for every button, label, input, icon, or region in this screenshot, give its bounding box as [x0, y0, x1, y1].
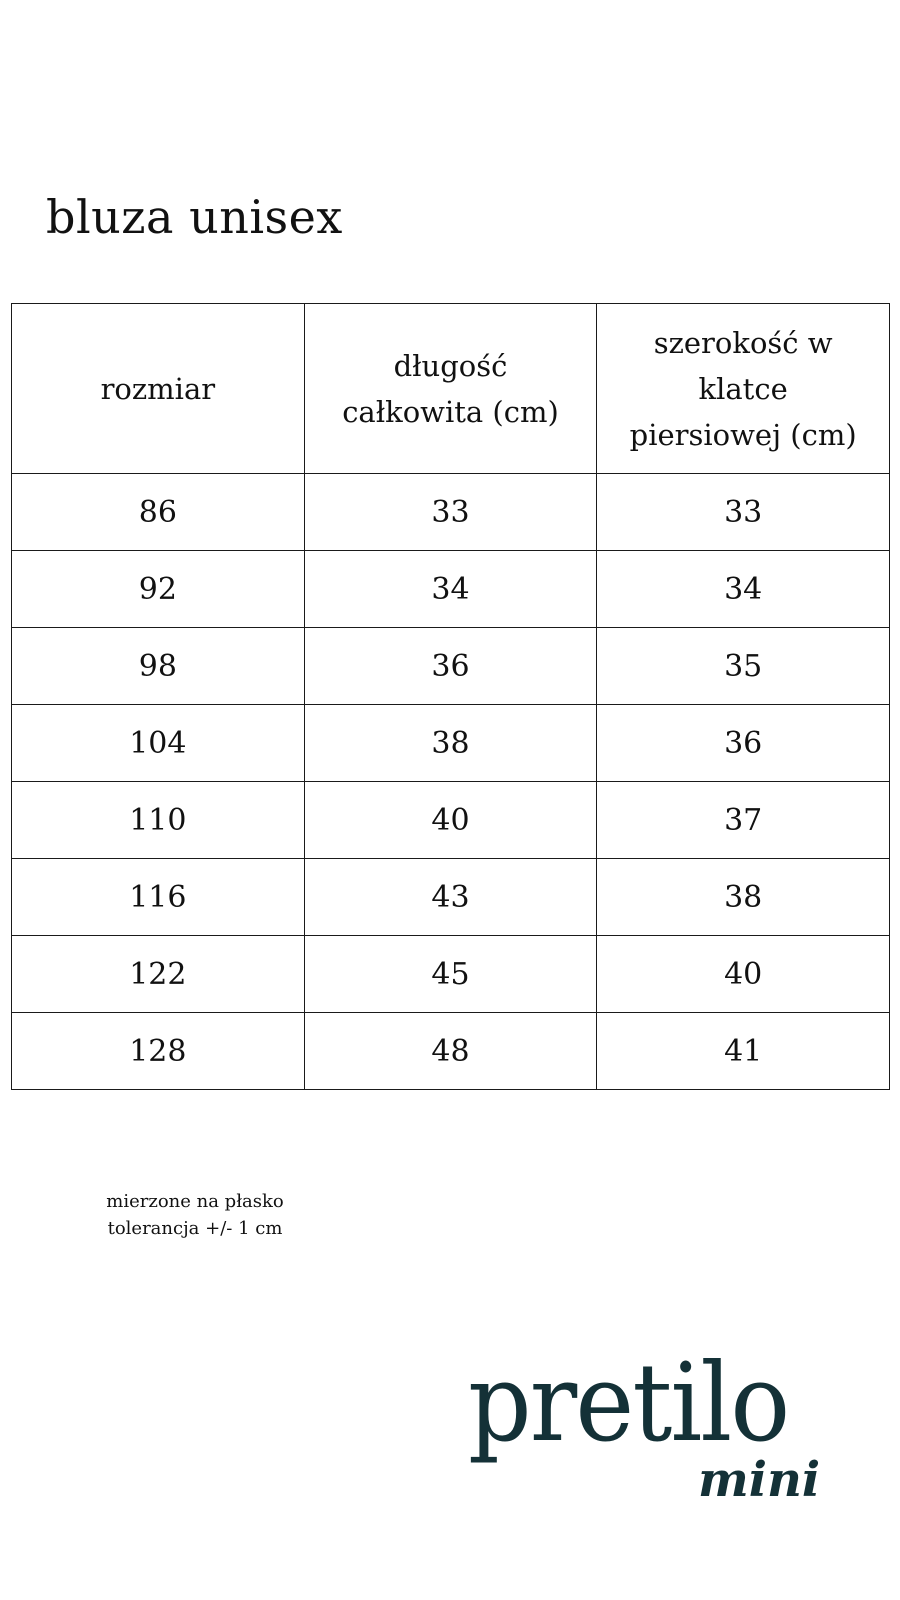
header-size	[12, 304, 305, 474]
cell-total-length: 36	[304, 628, 597, 705]
header-line: klatce	[698, 371, 788, 406]
table-row	[12, 474, 890, 551]
header-chest-width	[597, 304, 890, 474]
table-row	[12, 936, 890, 1013]
note-line-tolerance: tolerancja +/- 1 cm	[107, 1218, 283, 1239]
measurement-note	[80, 1188, 310, 1242]
header-total-length	[304, 304, 597, 474]
header-line: piersiowej (cm)	[629, 417, 857, 452]
cell-total-length: 33	[304, 474, 597, 551]
cell-chest-width: 37	[597, 782, 890, 859]
logo-wordmark: pretilo	[468, 1341, 789, 1466]
cell-size: 86	[12, 474, 305, 551]
table-body	[12, 474, 890, 1090]
cell-size: 110	[12, 782, 305, 859]
table-row	[12, 705, 890, 782]
cell-total-length: 38	[304, 705, 597, 782]
cell-total-length: 34	[304, 551, 597, 628]
cell-size: 98	[12, 628, 305, 705]
note-line-flat: mierzone na płasko	[106, 1191, 284, 1212]
header-line: długość	[393, 348, 508, 383]
cell-total-length: 40	[304, 782, 597, 859]
brand-logo	[468, 1341, 858, 1520]
cell-chest-width: 40	[597, 936, 890, 1013]
table-row	[12, 859, 890, 936]
cell-size: 116	[12, 859, 305, 936]
cell-chest-width: 41	[597, 1013, 890, 1090]
header-line: szerokość w	[653, 325, 833, 360]
table-row	[12, 1013, 890, 1090]
cell-total-length: 43	[304, 859, 597, 936]
cell-chest-width: 36	[597, 705, 890, 782]
cell-chest-width: 33	[597, 474, 890, 551]
page-title: bluza unisex	[46, 190, 343, 244]
table-header-row	[12, 304, 890, 474]
logo-subtitle: mini	[698, 1452, 821, 1508]
cell-chest-width: 35	[597, 628, 890, 705]
size-table	[11, 303, 890, 1090]
header-line: rozmiar	[100, 371, 216, 406]
cell-size: 128	[12, 1013, 305, 1090]
cell-total-length: 48	[304, 1013, 597, 1090]
table-row	[12, 782, 890, 859]
cell-total-length: 45	[304, 936, 597, 1013]
cell-size: 122	[12, 936, 305, 1013]
cell-chest-width: 38	[597, 859, 890, 936]
table-row	[12, 628, 890, 705]
table-row	[12, 551, 890, 628]
cell-chest-width: 34	[597, 551, 890, 628]
cell-size: 92	[12, 551, 305, 628]
header-line: całkowita (cm)	[342, 394, 559, 429]
cell-size: 104	[12, 705, 305, 782]
